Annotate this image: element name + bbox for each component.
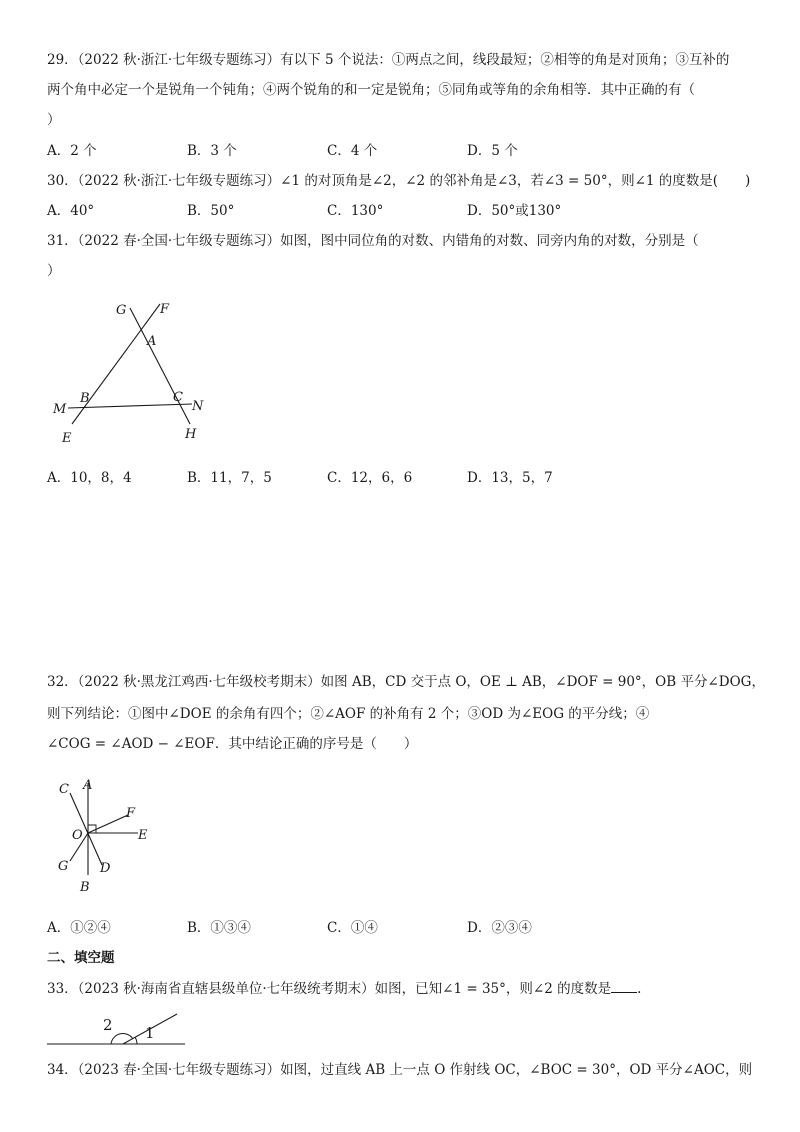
- q29-option-a: A．2 个: [47, 143, 97, 159]
- label-f: F: [126, 806, 136, 821]
- section-title-fill-in: 二、填空题: [47, 950, 115, 966]
- q29-option-b: B．3 个: [187, 143, 237, 159]
- label-f: F: [160, 302, 170, 317]
- label-e: E: [138, 828, 148, 843]
- q30-option-a: A．40°: [47, 203, 95, 219]
- q29-line1: 29．（2022 秋·浙江·七年级专题练习）有以下 5 个说法：①两点之间，线段最短；②相等的角是对顶角；③互补的: [47, 52, 730, 68]
- q29-option-c: C．4 个: [327, 143, 378, 159]
- line-gh: [130, 308, 190, 424]
- q31-line2: ）: [47, 263, 61, 279]
- q32-option-d: D．②③④: [467, 920, 532, 936]
- label-c: C: [59, 782, 69, 797]
- q30-option-b: B．50°: [187, 203, 235, 219]
- q31-option-b: B．11，7，5: [187, 470, 272, 486]
- label-g: G: [58, 859, 69, 874]
- label-o: O: [72, 828, 83, 843]
- q31-option-a: A．10，8，4: [47, 470, 132, 486]
- label-e: E: [62, 431, 72, 446]
- label-b: B: [80, 391, 90, 406]
- q32-line1: 32．（2022 秋·黑龙江鸡西·七年级校考期末）如图 AB，CD 交于点 O，OE ⊥ AB，∠DOF = 90°，OB 平分∠DOG，: [47, 674, 765, 690]
- q32-line2: 则下列结论：①图中∠DOE 的余角有四个；②∠AOF 的补角有 2 个；③OD 为∠EOG 的平分线；④: [47, 706, 650, 722]
- q31-line1: 31．（2022 春·全国·七年级专题练习）如图，图中同位角的对数、内错角的对数、同旁内角的对数，分别是（: [47, 233, 699, 249]
- label-h: H: [185, 427, 197, 442]
- q32-figure: [50, 775, 170, 900]
- q30-option-c: C．130°: [327, 203, 384, 219]
- label-a: A: [147, 334, 157, 349]
- q30-option-d: D．50°或130°: [467, 203, 562, 219]
- q33-line1: [47, 978, 641, 999]
- label-a: A: [83, 778, 93, 793]
- q33-figure: [45, 1008, 195, 1048]
- q31-option-d: D．13，5，7: [467, 470, 553, 486]
- label-c: C: [173, 390, 183, 405]
- q34-line1: 34．（2023 春·全国·七年级专题练习）如图，过直线 AB 上一点 O 作射线 OC，∠BOC = 30°，OD 平分∠AOC，则: [47, 1062, 753, 1078]
- label-n: N: [192, 399, 204, 414]
- angle-1-arc: [135, 1037, 137, 1044]
- q29-line2: 两个角中必定一个是锐角一个钝角；④两个锐角的和一定是锐角；⑤同角或等角的余角相等．其中正确的有（: [47, 82, 695, 98]
- label-m: M: [53, 402, 67, 417]
- label-2: 2: [103, 1016, 113, 1034]
- ray-of: [88, 815, 128, 833]
- label-g: G: [116, 303, 127, 318]
- q30-line1: 30．（2022 秋·浙江·七年级专题练习）∠1 的对顶角是∠2，∠2 的邻补角是∠3，若∠3 = 50°，则∠1 的度数是( ): [47, 173, 751, 189]
- label-b: B: [80, 880, 90, 895]
- q31-option-c: C．12，6，6: [327, 470, 413, 486]
- q33-text-end: .: [637, 981, 642, 997]
- q32-option-b: B．①③④: [187, 920, 251, 936]
- label-d: D: [100, 861, 111, 876]
- q32-option-a: A．①②④: [47, 920, 111, 936]
- q31-figure: [40, 298, 240, 448]
- label-1: 1: [145, 1024, 155, 1042]
- q33-text: 33．（2023 秋·海南省直辖县级单位·七年级统考期末）如图，已知∠1 = 35°，则∠2 的度数是: [47, 981, 612, 997]
- q29-line3: ）: [47, 112, 61, 128]
- angle-2-arc: [111, 1033, 133, 1044]
- q29-option-d: D．5 个: [467, 143, 518, 159]
- q32-option-c: C．①④: [327, 920, 378, 936]
- q33-answer-blank: [611, 978, 637, 993]
- q32-line3: ∠COG = ∠AOD − ∠EOF．其中结论正确的序号是（ ）: [47, 736, 418, 752]
